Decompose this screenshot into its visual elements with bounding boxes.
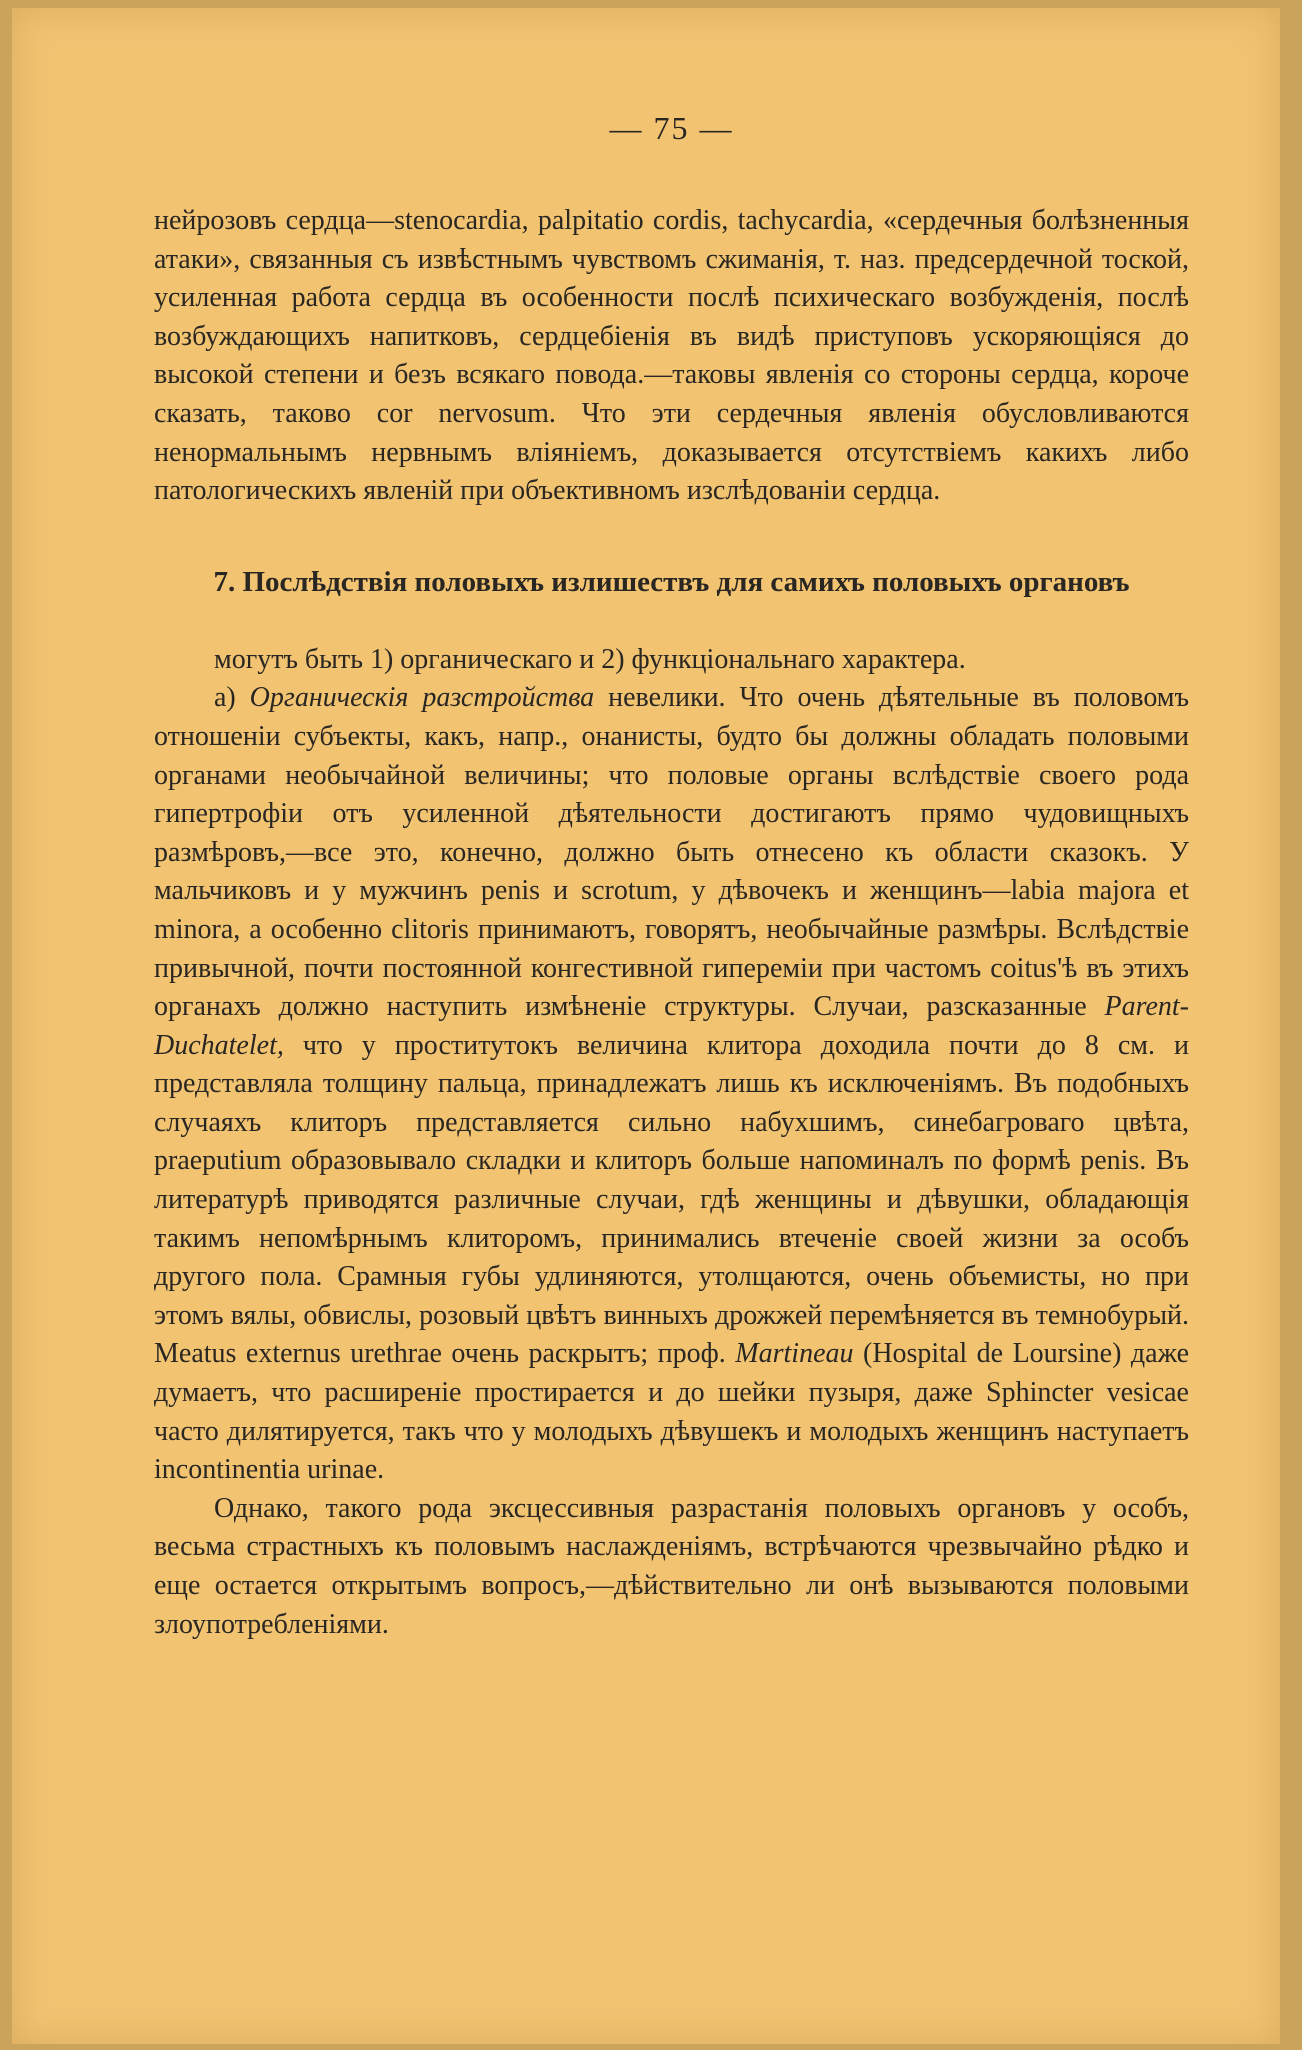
paragraph-continuation: нейрозовъ сердца—stenocardia, palpitatio cordis, tachycardia, «сердечныя болѣзненныя атаки», связанныя съ извѣстнымъ чувствомъ сжиманія, т. наз. предсердечной тоской, усиленная работа сердца въ особенности послѣ психическаго возбужденія, послѣ возбуждающихъ напитковъ, сердцебіенія въ видѣ приступовъ ускоряющіяся до высокой степени и безъ всякаго повода.—таковы явленія со стороны сердца, короче сказать, таково cor nervosum. Что эти сердечныя явленія обусловливаются ненормальнымъ нервнымъ вліяніемъ, доказывается отсутствіемъ какихъ либо патологическихъ явленій при объективномъ изслѣдованіи сердца. <box>154 205 1189 507</box>
paragraph-conclusion: Однако, такого рода эксцессивныя разрастанія половыхъ органовъ у особъ, весьма страстныхъ къ половымъ наслажденіямъ, встрѣчаются чрезвычайно рѣдко и еще остается открытымъ вопросъ,—дѣйствительно ли онѣ вызываются половыми злоупотребленіями. <box>154 1492 1189 1640</box>
text-run: невелики. Что очень дѣятельные въ половомъ отношеніи субъекты, какъ, напр., онанисты, будто бы должны обладать половыми органами необычайной величины; что половые органы вслѣдствіе своего рода гипертрофіи отъ усиленной дѣятельности достигаютъ прямо чудовищныхъ размѣровъ,—все это, конечно, должно быть отнесено къ области сказокъ. У мальчиковъ и у мужчинъ penis и scrotum, у дѣвочекъ и женщинъ—labia majora et minora, а особенно clitoris принимаютъ, говорятъ, необычайные размѣры. Вслѣдствіе привычной, почти постоянной конгестивной гипереміи при частомъ coitus'ѣ въ этихъ органахъ должно наступить измѣненіе структуры. Случаи, разсказанные <box>154 682 1189 1023</box>
text-run: что у проститутокъ величина клитора доходила почти до 8 см. и представляла толщину пальца, принадлежатъ лишь къ исключеніямъ. Въ подобныхъ случаяхъ клиторъ представляется сильно набухшимъ, синебагроваго цвѣта, praeputium образовывало складки и клиторъ больше напоминалъ по формѣ penis. Въ литературѣ приводятся различные случаи, гдѣ женщины и дѣвушки, обладающія такимъ непомѣрнымъ клиторомъ, принимались втеченіе своей жизни за особъ другого пола. Срамныя губы удлиняются, утолщаются, очень объемисты, но при этомъ вялы, обвислы, розовый цвѣтъ винныхъ дрожжей перемѣняется въ темнобурый. Meatus externus urethrae очень раскрытъ; проф. <box>154 1029 1189 1370</box>
list-marker: а) <box>214 682 250 714</box>
text-run: (Hospital de Loursine) даже думаетъ, что расширеніе простирается и до шейки пузыря, даже Sphincter vesicae часто дилятируется, такъ что у молодыхъ дѣвушекъ и молодыхъ женщинъ наступаетъ incontinentia urinae. <box>154 1338 1189 1486</box>
paragraph-intro: могутъ быть 1) органическаго и 2) функціональнаго характера. <box>214 643 966 675</box>
section-heading: 7. Послѣдствія половыхъ излишествъ для самихъ половыхъ органовъ <box>213 565 1130 598</box>
page-number: — 75 — <box>609 110 734 146</box>
author-name: Martineau <box>735 1338 854 1370</box>
author-name: Parent-Duchatelet, <box>154 991 1189 1061</box>
page-content <box>154 98 1189 1644</box>
book-page <box>12 8 1280 2044</box>
italic-term: Органическія разстройства <box>249 682 595 714</box>
paragraph-organic-disorders <box>154 679 1189 1489</box>
